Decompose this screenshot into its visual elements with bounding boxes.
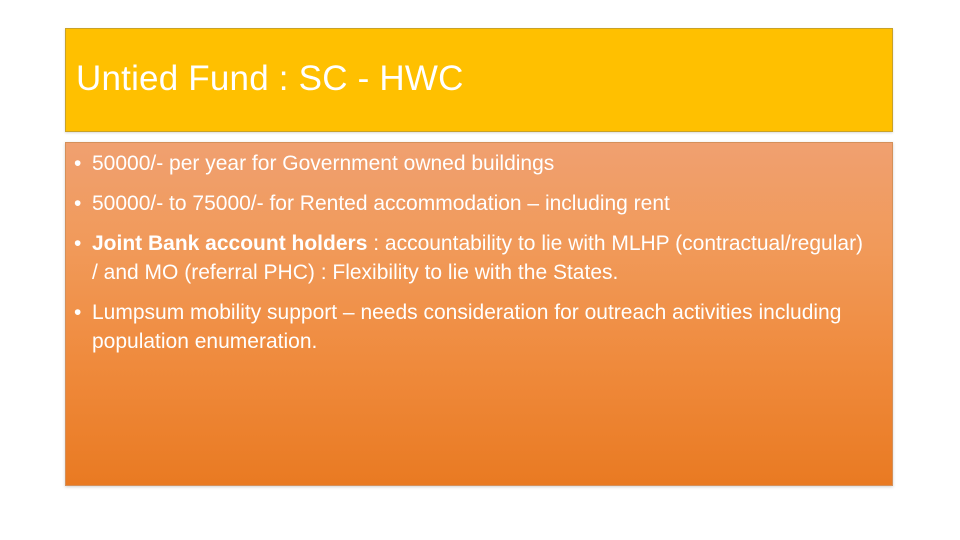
bullet-item [72, 189, 872, 218]
bullet-text: 50000/- per year for Government owned buildings [92, 152, 555, 175]
bullet-text: : accountability to lie with MLHP (contractual/regular) / and MO (referral PHC) : Flexibility to lie with the States. [92, 232, 864, 284]
slide-title: Untied Fund : SC - HWC [76, 59, 464, 98]
bullet-item [72, 298, 872, 356]
bullet-item [72, 229, 872, 287]
title-box [65, 28, 893, 132]
bullet-text: Lumpsum mobility support – needs consideration for outreach activities including population enumeration. [92, 301, 842, 353]
bullet-icon: • [74, 152, 82, 175]
bullet-icon: • [74, 232, 82, 255]
bullet-icon: • [74, 301, 82, 324]
bullet-text: 50000/- to 75000/- for Rented accommodation – including rent [92, 192, 670, 215]
bullet-icon: • [74, 192, 82, 215]
bullet-list [72, 149, 872, 367]
bullet-bold-text: Joint Bank account holders [92, 232, 368, 255]
bullet-item [72, 149, 872, 178]
content-box [65, 142, 893, 486]
